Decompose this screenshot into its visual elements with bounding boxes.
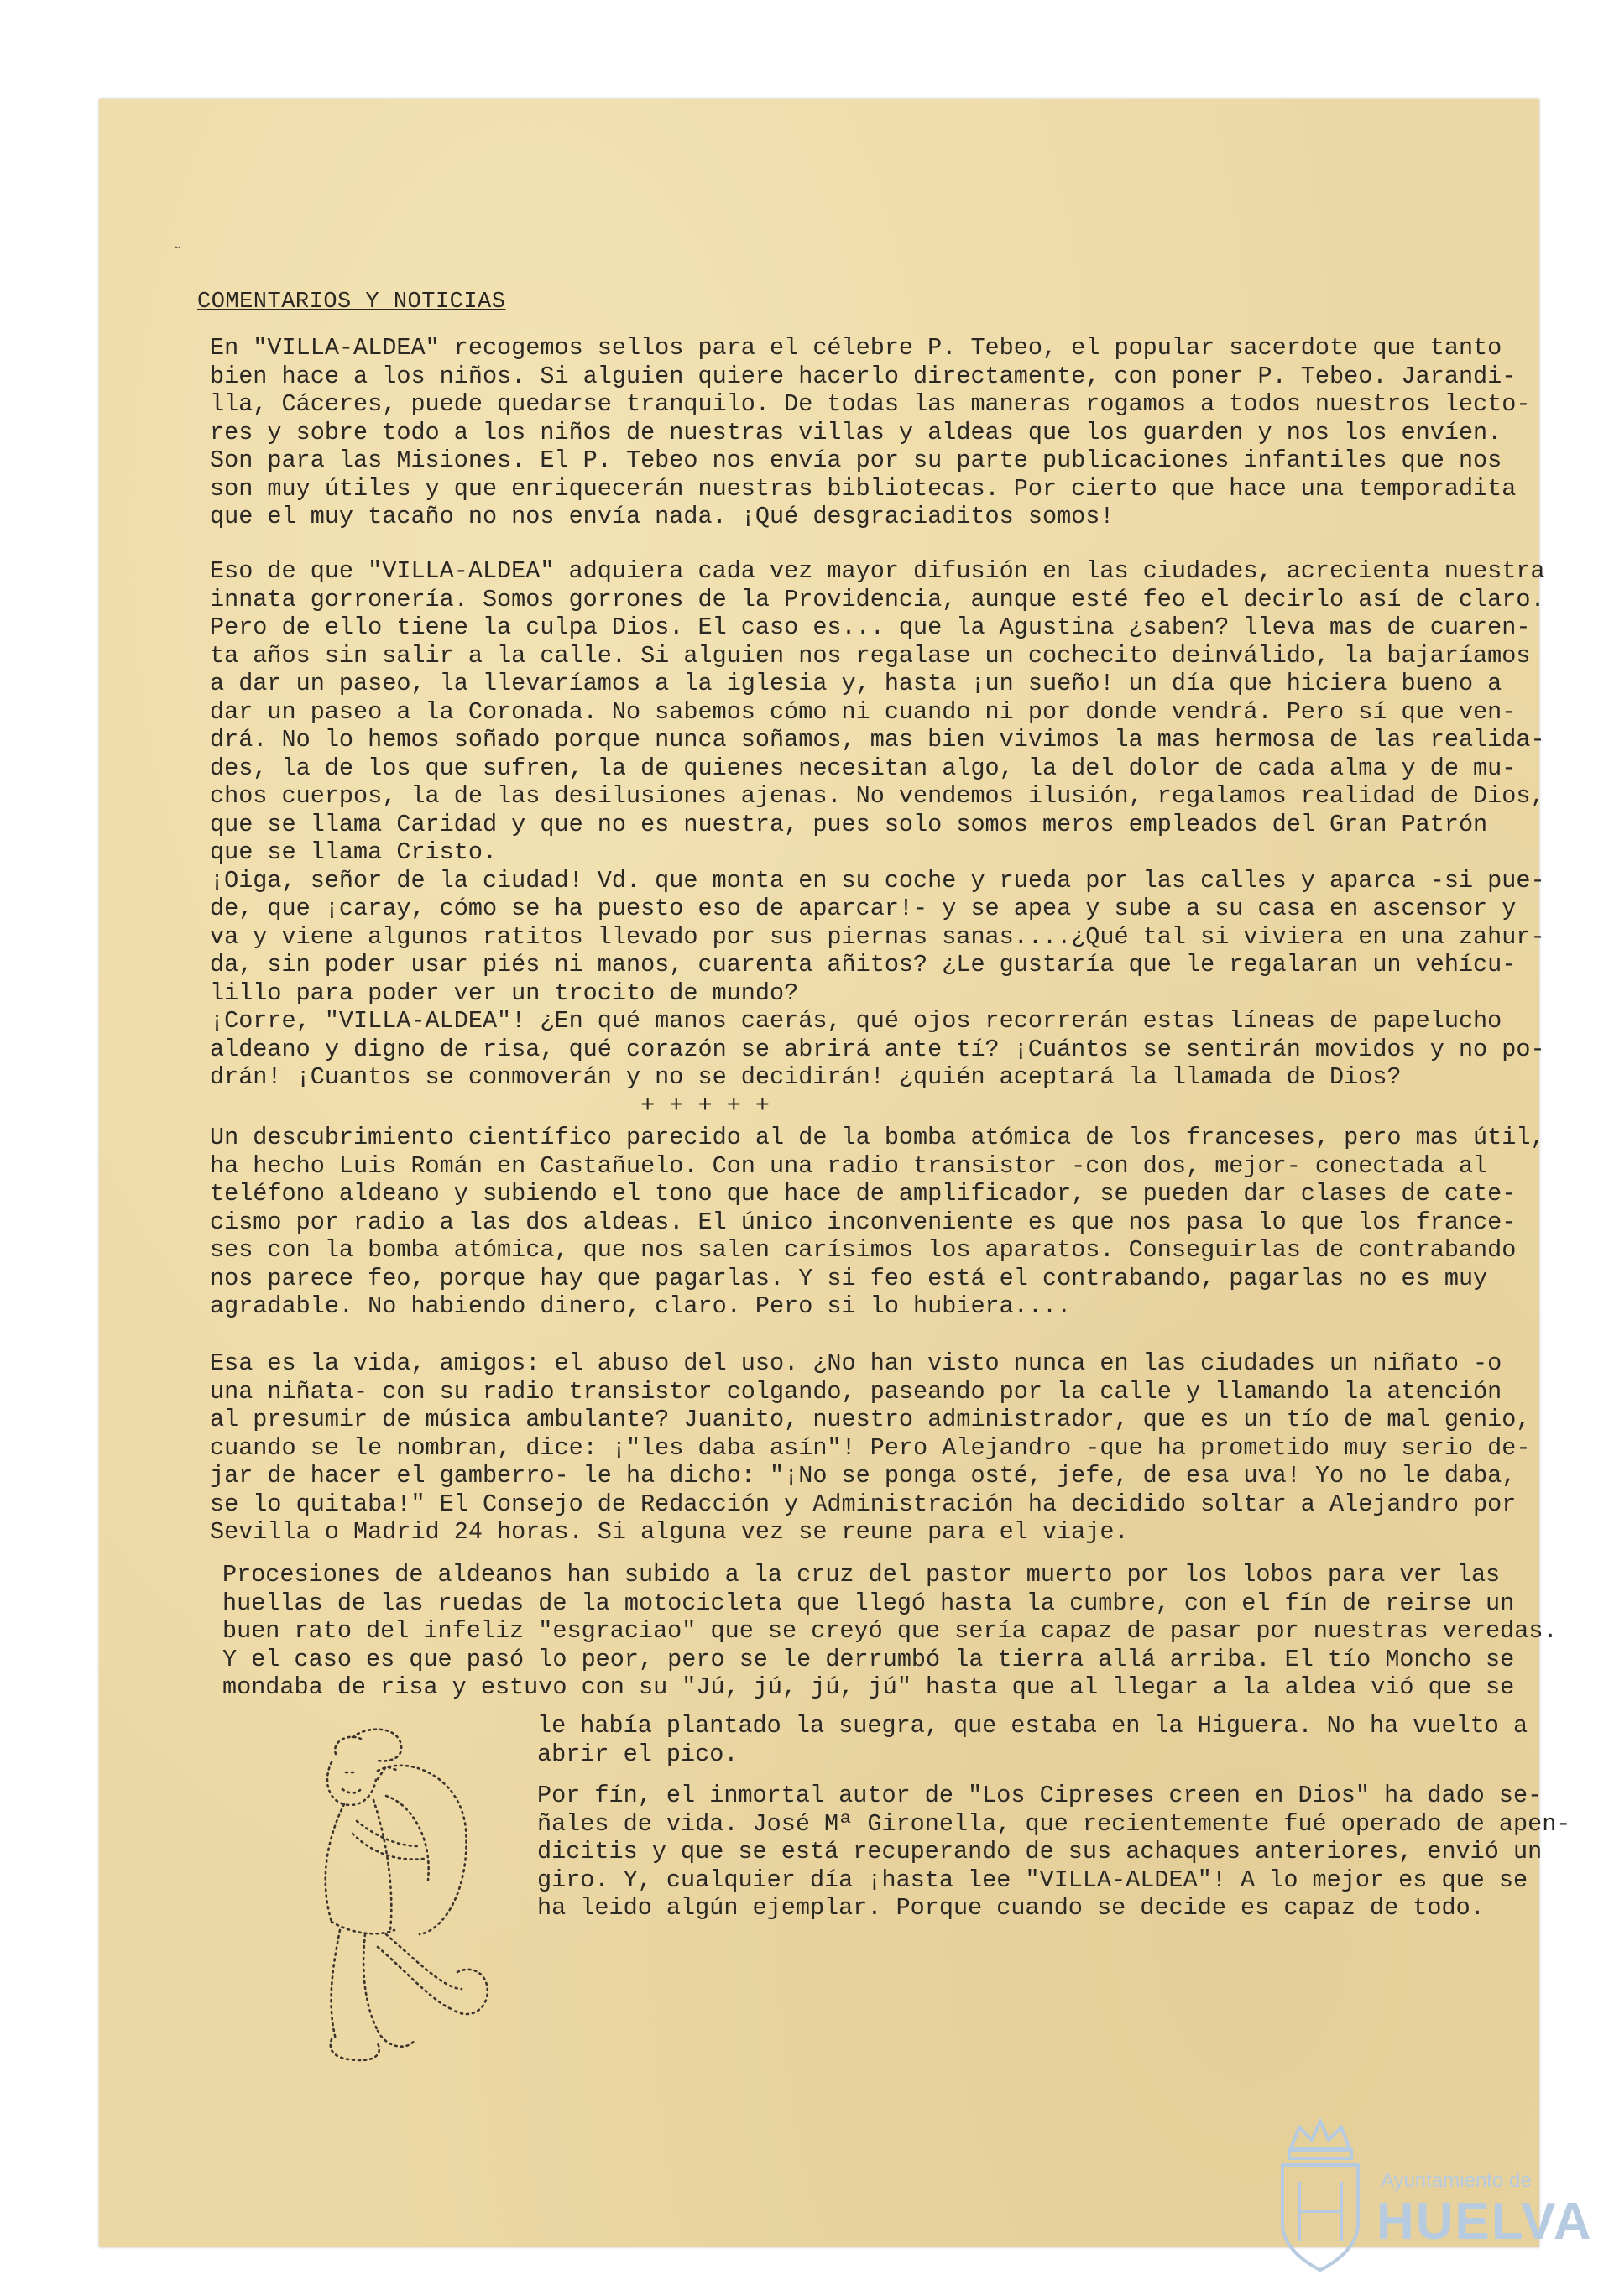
city-coat-of-arms-icon <box>1266 2115 1375 2283</box>
paragraph-procesiones: Procesiones de aldeanos han subido a la cruz del pastor muerto por los lobos para ver las huellas de las ruedas de la motocicleta que llegó hasta la cumbre, con el fín de reirse un buen rato del infeliz "esgraciao" que se creyó que sería capaz de pasar por nuestras veredas. Y el caso es que pasó lo peor, pero se le derrumbó la tierra allá arriba. El tío Moncho se mondaba de risa y estuvo con su "Jú, jú, jú, jú" hasta que al llegar a la aldea vió que se <box>222 1561 1558 1701</box>
paragraph-la-vida: Esa es la vida, amigos: el abuso del uso. ¿No han visto nunca en las ciudades un niñato -o una niñata- con su radio transistor colgando, paseando por la calle y llamando la atención al presumir de música ambulante? Juanito, nuestro administrador, que es un tío de mal genio, cuando se le nombran, dice: ¡"les daba asín"! Pero Alejandro -que ha prometido muy serio jar de hacer el gamberro- le ha dicho: "¡No se ponga osté, jefe, de esa uva! Yo no le daba, se lo quitaba!" El Consejo de Redacción y Administración ha decidido soltar a Alejandro por Sevilla o Madrid 24 horas. Si alguna vez se reune para el viaje. <box>210 1349 1531 1546</box>
paragraph-gironella: Por fín, el inmortal autor de "Los Cipreses creen en Dios" ha dado se- ñales de vida. José Mª Gironella, que recientemente fué operado de apen- dicitis y que se está recuperando de sus achaques anteriores, envió un giro. Y, cualquier día ¡hasta lee "VILLA-ALDEA"! A lo mejor es que se ha leido algún ejemplar. Porque cuando se decide es capaz de todo. <box>537 1782 1571 1922</box>
paragraph-descubrimiento: Un descubrimiento científico parecido al de la bomba atómica de los franceses, pero mas ha hecho Luis Román en Castañuelo. Con una radio transistor -con dos, mejor- conectada al teléfono aldeano y subiendo el tono que hace de amplificador, se pueden dar clases de cate- cismo por radio a las dos aldeas. El único inconveniente es que nos pasa lo que los france- ses con la bomba atómica, que nos salen carísimos los aparatos. Conseguirlas de contrabando nos parece feo, porque hay que pagarlas. Y si feo está el contrabando, pagarlas no es muy agradable. No habiendo dinero, claro. Pero si lo hubiera.... <box>210 1124 1517 1320</box>
paragraph-gorroneria: Eso de que "VILLA-ALDEA" adquiera cada vez mayor difusión en las ciudades, acrecienta nuestra innata gorronería. Somos gorrones de la Providencia, aunque esté feo el decirlo así de claro. Pero de ello tiene la culpa Dios. El caso es... que la Agustina ¿saben? lleva mas de cuaren- ta años sin salir a la calle. Si alguien nos regalase un cochecito deinválido, la bajaríamos a dar un paseo, la llevaríamos a la iglesia y, hasta ¡un sueño! un día que hiciera bueno a dar un paseo a la Coronada. No sabemos cómo ni cuando ni por donde vendrá. Pero sí que ven- drá. No lo hemos soñado porque nunca soñamos, mas bien vivimos la mas hermosa de las realida- des, la de los que sufren, la de quienes necesitan algo, la del dolor de cada alma y de mu- chos cuerpos, la de las desilusiones ajenas. No vendemos ilusión, regalamos realidad de que se llama Caridad y que no es nuestra, pues solo somos meros empleados del Gran Patrón que se llama Cristo. ¡Oiga, señor de la ciudad! Vd. que monta en su coche y rueda por las calles y aparca -si de, que ¡caray, cómo se ha puesto eso de aparcar!- y se apea y sube a su casa en ascensor va y viene algunos ratitos llevado por sus piernas sanas....¿Qué tal si viviera en una zahur- da, sin poder usar piés ni manos, cuarenta añitos? ¿Le gustaría que le regalaran un vehícu- lillo para poder ver un trocito de mundo? ¡Corre, "VILLA-ALDEA"! ¿En qué manos caerás, qué ojos recorrerán estas líneas de papelucho aldeano y digno de risa, qué corazón se abrirá ante tí? ¡Cuántos se sentirán movidos y no drán! ¡Cuantos se conmoverán y no se decidirán! ¿quién aceptará la llamada de Dios? + + + + + <box>210 557 1545 1119</box>
watermark-caption: Ayuntamiento de <box>1381 2169 1532 2192</box>
watermark-city: HUELVA <box>1376 2193 1593 2251</box>
section-heading: COMENTARIOS Y NOTICIAS <box>197 290 506 315</box>
stray-ink-mark: ˜ <box>172 245 183 264</box>
paragraph-sellos: En "VILLA-ALDEA" recogemos sellos para el célebre P. Tebeo, el popular sacerdote que tanto bien hace a los niños. Si alguien quiere hacerlo directamente, con poner P. Tebeo. Jarandi- lla, Cáceres, puede quedarse tranquilo. De todas las maneras rogamos a todos nuestros lecto- res y sobre todo a los niños de nuestras villas y aldeas que los guarden y nos los envíen. Son para las Misiones. El P. Tebeo nos envía por su parte publicaciones infantiles que nos son muy útiles y que enriquecerán nuestras bibliotecas. Por cierto que hace una temporadita que el muy tacaño no nos envía nada. ¡Qué desgraciaditos somos! <box>210 334 1531 530</box>
paragraph-procesiones-end: le había plantado la suegra, que estaba en la Higuera. No ha vuelto a abrir el pico. <box>537 1712 1528 1768</box>
dotted-figure-carrying-sack-illustration <box>252 1720 537 2081</box>
